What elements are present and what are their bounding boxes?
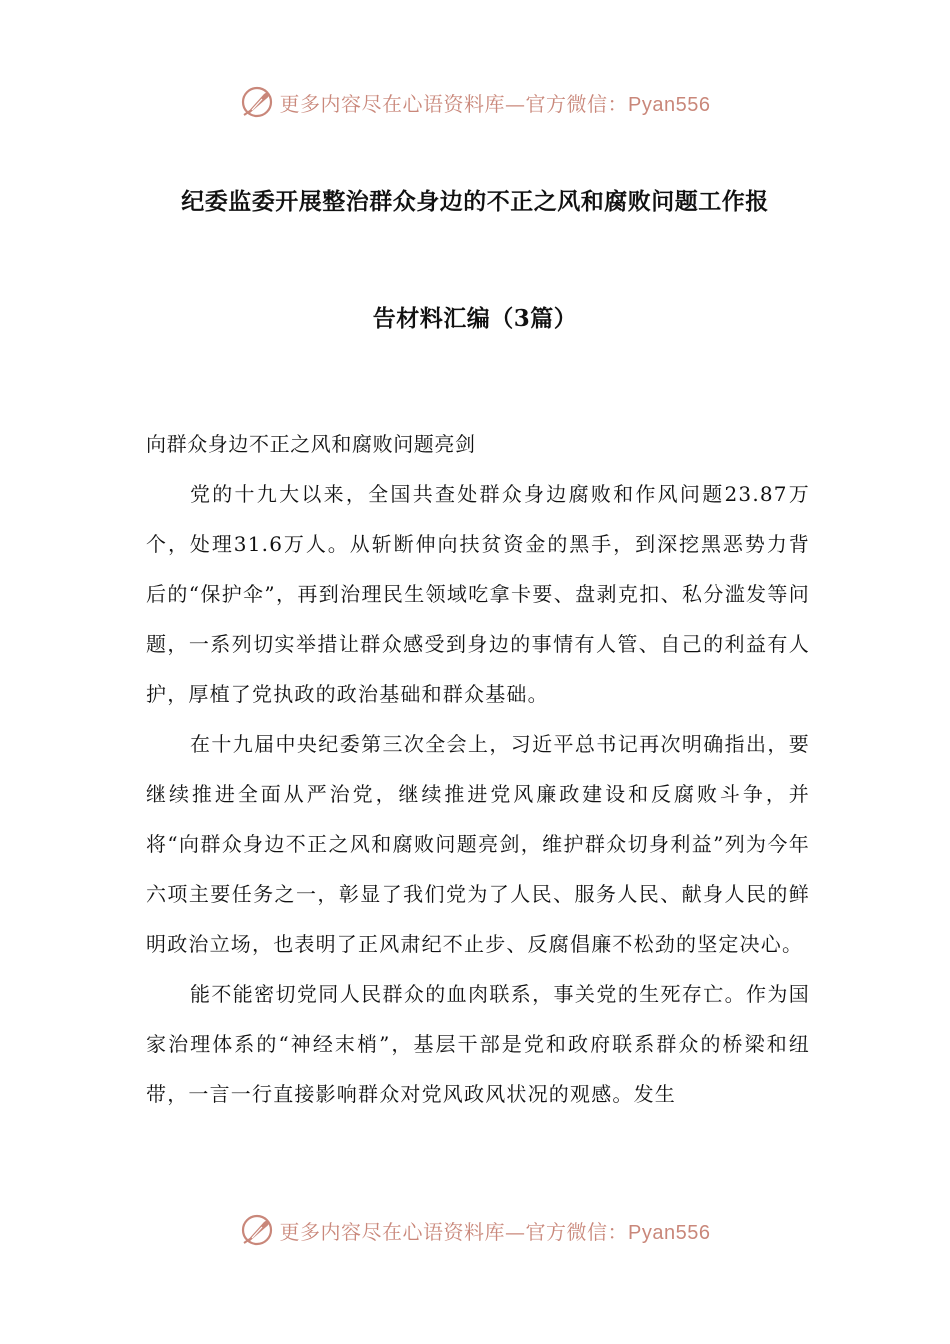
- footer-watermark: [0, 1210, 950, 1250]
- quill-pen-logo-icon: [240, 1213, 274, 1247]
- watermark-text: 更多内容尽在心语资料库—官方微信：Pyan556: [279, 1219, 711, 1244]
- watermark-text: 更多内容尽在心语资料库—官方微信：Pyan556: [279, 91, 711, 116]
- document-title-line-1: 纪委监委开展整治群众身边的不正之风和腐败问题工作报: [181, 188, 769, 215]
- paragraph-2: 在十九届中央纪委第三次全会上，习近平总书记再次明确指出，要继续推进全面从严治党，继续推进党风廉政建设和反腐败斗争，并将“向群众身边不正之风和腐败问题亮剑，维护群众切身利益”列为今年六项主要任务之一，彰显了我们党为了人民、服务人民、献身人民的鲜明政治立场，也表明了正风肃纪不止步、反腐倡廉不松劲的坚定决心。: [146, 732, 810, 956]
- wechat-id: Pyan556: [628, 93, 711, 116]
- wechat-id: Pyan556: [628, 1221, 711, 1244]
- quill-pen-logo-icon: [240, 85, 274, 119]
- paragraph-1: 党的十九大以来，全国共查处群众身边腐败和作风问题23.87万个，处理31.6万人。从斩断伸向扶贫资金的黑手，到深挖黑恶势力背后的“保护伞”，再到治理民生领域吃拿卡要、盘剥克扣、私分滥发等问题，一系列切实举措让群众感受到身边的事情有人管、自己的利益有人护，厚植了党执政的政治基础和群众基础。: [146, 482, 810, 706]
- paragraph-3: 能不能密切党同人民群众的血肉联系，事关党的生死存亡。作为国家治理体系的“神经末梢”，基层干部是党和政府联系群众的桥梁和纽带，一言一行直接影响群众对党风政风状况的观感。发生: [146, 982, 810, 1106]
- header-watermark: [0, 82, 950, 122]
- document-body: [146, 419, 810, 1119]
- document-title-line-2: 告材料汇编（3篇）: [372, 305, 578, 332]
- section-subheading: 向群众身边不正之风和腐败问题亮剑: [146, 432, 476, 456]
